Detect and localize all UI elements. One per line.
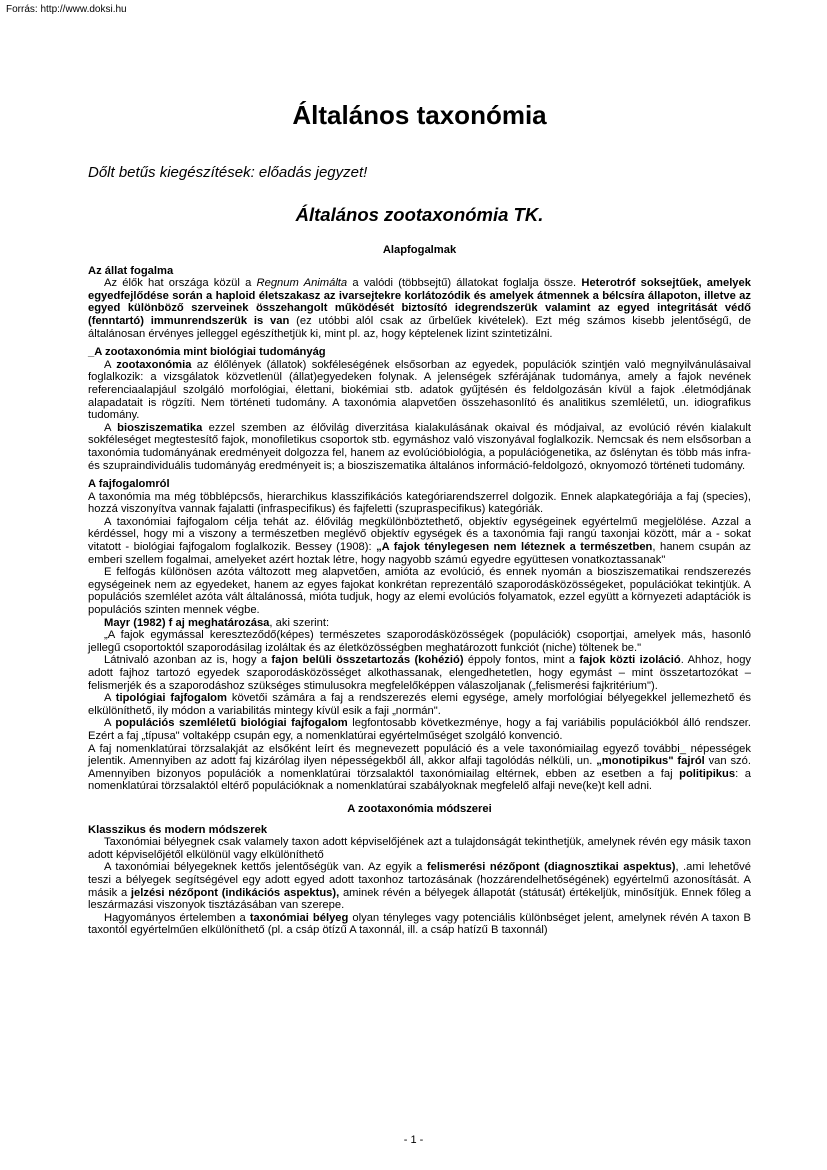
source-note bbox=[6, 4, 127, 15]
paragraph: A zootaxonómia az élőlények (állatok) sokféleségének elsősorban az egyedek, populációk szintjén való megnyilvánulásaival foglalkozik: a vizsgálatok közvetlenül (állat)egyedeken folynak. A jelenségek szférájának tudománya, amely a fajok nevének referenciaalapjául szolgáló morfológiai, élettani, biokémiai stb. adatok gyűjtésén és feldolgozásán kívül a fajok .életmódjának alapadatait is rögzíti. Nem történeti tudomány. A taxonómia alapvetően összehasonlító és analitikus szemléletű, un. idiografikus tudomány. bbox=[88, 358, 751, 422]
paragraph: A tipológiai fajfogalom követői számára a faj a rendszerezés elemi egysége, amely morfológiai bélyegekkel jellemezhető és elkülöníthető, ily módon a variabilitás mintegy kívül esik a faji „normán". bbox=[88, 692, 752, 717]
page-number: - 1 - bbox=[403, 1134, 424, 1146]
heading-modszerei: A zootaxonómia módszerei bbox=[347, 802, 492, 815]
heading-zootaxonomia: _A zootaxonómia mint biológiai tudományág bbox=[88, 346, 326, 359]
subtitle-note: Dőlt betűs kiegészítések: előadás jegyzet! bbox=[88, 164, 368, 181]
paragraph: Hagyományos értelemben a taxonómiai bélyeg olyan tényleges vagy potenciális különbséget jelent, amelynek révén A taxon B taxontól egyértelműen elkülöníthető (pl. a csáp ötízű A taxonnál, ill. a csáp hatízű B taxonnál) bbox=[88, 911, 752, 937]
heading-allat-fogalma: Az állat fogalma bbox=[88, 264, 174, 277]
paragraph: A taxonómiai fajfogalom célja tehát az. élővilág megkülönböztethető, objektív egységeinek egyértelmű megjelölése. Azzal a kérdéssel, hogy mi a viszony a természetben meglévő objektív egységek és a taxonómia faji rangú taxonjai között, már a - sokat vitatott - biológiai fajfogalom foglalkozik. Bessey (1908): „A fajok ténylegesen nem léteznek a természetben, hanem csupán az emberi szellem fogalmai, amelyeket azért hoztak létre, hogy nagyobb számú egyedre együttesen vonatkoztassanak" bbox=[88, 515, 752, 566]
paragraph: A faj nomenklatúrai törzsalakját az elsőként leírt és megnevezett populáció és a vele taxonómiailag egyező további_ népességek jelentik. Amennyiben az adott faj kizárólag ilyen népességekből áll, akkor alfaji tagolódás nélküli, un. „monotipikus" fajról van szó. Amennyiben bizonyos populációk a nomenklatúrai törzsalaktól taxonómiailag eltérnek, ebben az esetben a faj politipikus: a nomenklatúrai törzsalaktól eltérő populációknak a nomenklatúrai szabályoknak megfelelő alfaji neve(ke)t kell adni. bbox=[88, 742, 751, 793]
heading-fajfogalom: A fajfogalomról bbox=[88, 478, 170, 491]
heading-klasszikus: Klasszikus és modern módszerek bbox=[88, 823, 268, 836]
heading-alapfogalmak: Alapfogalmak bbox=[382, 244, 457, 256]
quote-paragraph: „A fajok egymással kereszteződő(képes) természetes szaporodásközösségek (populációk) csoportjai, amelyek más, hasonló jellegű csoportoktól szaporodásilag izoláltak és az életközösségben meghatározott funkciót (niche) töltenek be." bbox=[88, 629, 751, 654]
paragraph: A taxonómiai bélyegeknek kettős jelentőségük van. Az egyik a felismerési nézőpont (diagnosztikai aspektus), .ami lehetővé teszi a bélyegek segítségével egy adott egyed adott taxonhoz tartozásának (hozzárendelhetőségének) egyértelmű azonosítását. A másik a jelzési nézőpont (indikációs aspektus), aminek révén a bélyegek állapotát (státusát) értékeljük, minősítjük. Ennek főleg a leszármazási viszonyok tisztázásában van szerepe. bbox=[88, 861, 751, 912]
paragraph: Taxonómiai bélyegnek csak valamely taxon adott képviselőjének azt a tulajdonságát tekinthetjük, amelynek révén egy másik taxon adott képviselőjétől elkülönül vagy elkülöníthető bbox=[88, 836, 751, 861]
paragraph: E felfogás különösen azóta változott meg alapvetően, amióta az evolúció, és ennek nyomán a biosziszematikai rendszerezés egységeinek nem az egyedeket, hanem az egyes fajokat konkrétan reprezentáló szaporodásközösségeket, populációkat tekintjük. A populációs szemlélet azóta vált általánossá, mióta tudjuk, hogy az elemi evolúciós folyamatok, ezzel együtt a környezeti adaptációk is populációs szinten mennek végbe. bbox=[88, 566, 751, 617]
document-body bbox=[88, 244, 751, 937]
paragraph: Látnivaló azonban az is, hogy a fajon belüli összetartozás (kohézió) éppoly fontos, mint a fajok közti izoláció. Ahhoz, hogy adott fajhoz tartozó egyedek szaporodásközösséget alkothassanak, elengedhetetlen, hogy egymást – mint összetartozókat – felismerjék és a szaporodáshoz szükséges stimulusokra megfelelőképpen válaszoljanak („felismerési fajkritérium"). bbox=[88, 654, 752, 692]
source-link[interactable]: Forrás: http://www.doksi.hu bbox=[6, 4, 127, 15]
paragraph: A biosziszematika ezzel szemben az élővilág diverzitása kialakulásának okaival és módjaival, az evolúció révén kialakult sokféleséget megtestesítő fajok, monofiletikus csoportok stb. egymáshoz való viszonyával foglalkozik. Nemcsak és nem elsősorban a taxonómia tudományának eredményeit dolgozza fel, hanem az evolúcióbiológia, a populációgenetika, az őslénytan és több más infra- és szupraindividuális tudományág eredményeit is; a biosziszematika általános információ-feldolgozó, oknyomozó történeti tudomány. bbox=[88, 421, 751, 472]
page-title: Általános taxonómia bbox=[292, 100, 547, 130]
paragraph: Az élők hat országa közül a Regnum Animálta a valódi (többsejtű) állatokat foglalja össze. Heterotróf soksejtűek, amelyek egyedfejlődése során a haploid életszakasz az ivarsejtekre korlátozódik és amelyek átmennek a bélcsíra állapoton, illetve az egyed különböző szerveinek összehangolt működését biztosító idegrendszerük valamint az egyed integritását védő (fenntartó) immunrendszerük is van (ez utóbbi alól csak az űrbelűek kivételek). Ezt még számos kisebb jelentőségű, de általánosan érvényes jelleggel egészíthetjük ki, mint pl. az, hogy képtelenek lizint szintetizálni. bbox=[88, 277, 751, 340]
section-title: Általános zootaxonómia TK. bbox=[295, 204, 544, 225]
paragraph: A taxonómia ma még többlépcsős, hierarchikus klasszifikációs kategóriarendszerrel dolgozik. Ennek alapkategóriája a faj (species), hozzá viszonyítva vannak fajalatti (infraspecifikus) és fajfeletti (szupraspecifikus) kategóriák. bbox=[88, 490, 751, 516]
paragraph: Mayr (1982) f aj meghatározása, aki szerint: bbox=[104, 616, 330, 629]
paragraph: A populációs szemléletű biológiai fajfogalom legfontosabb következménye, hogy a faj variábilis populációkból álló rendszer. Ezért a faj „típusa" voltaképp csupán egy, a nomenklatúrai egyértelműséget szolgáló konvenció. bbox=[88, 717, 752, 742]
